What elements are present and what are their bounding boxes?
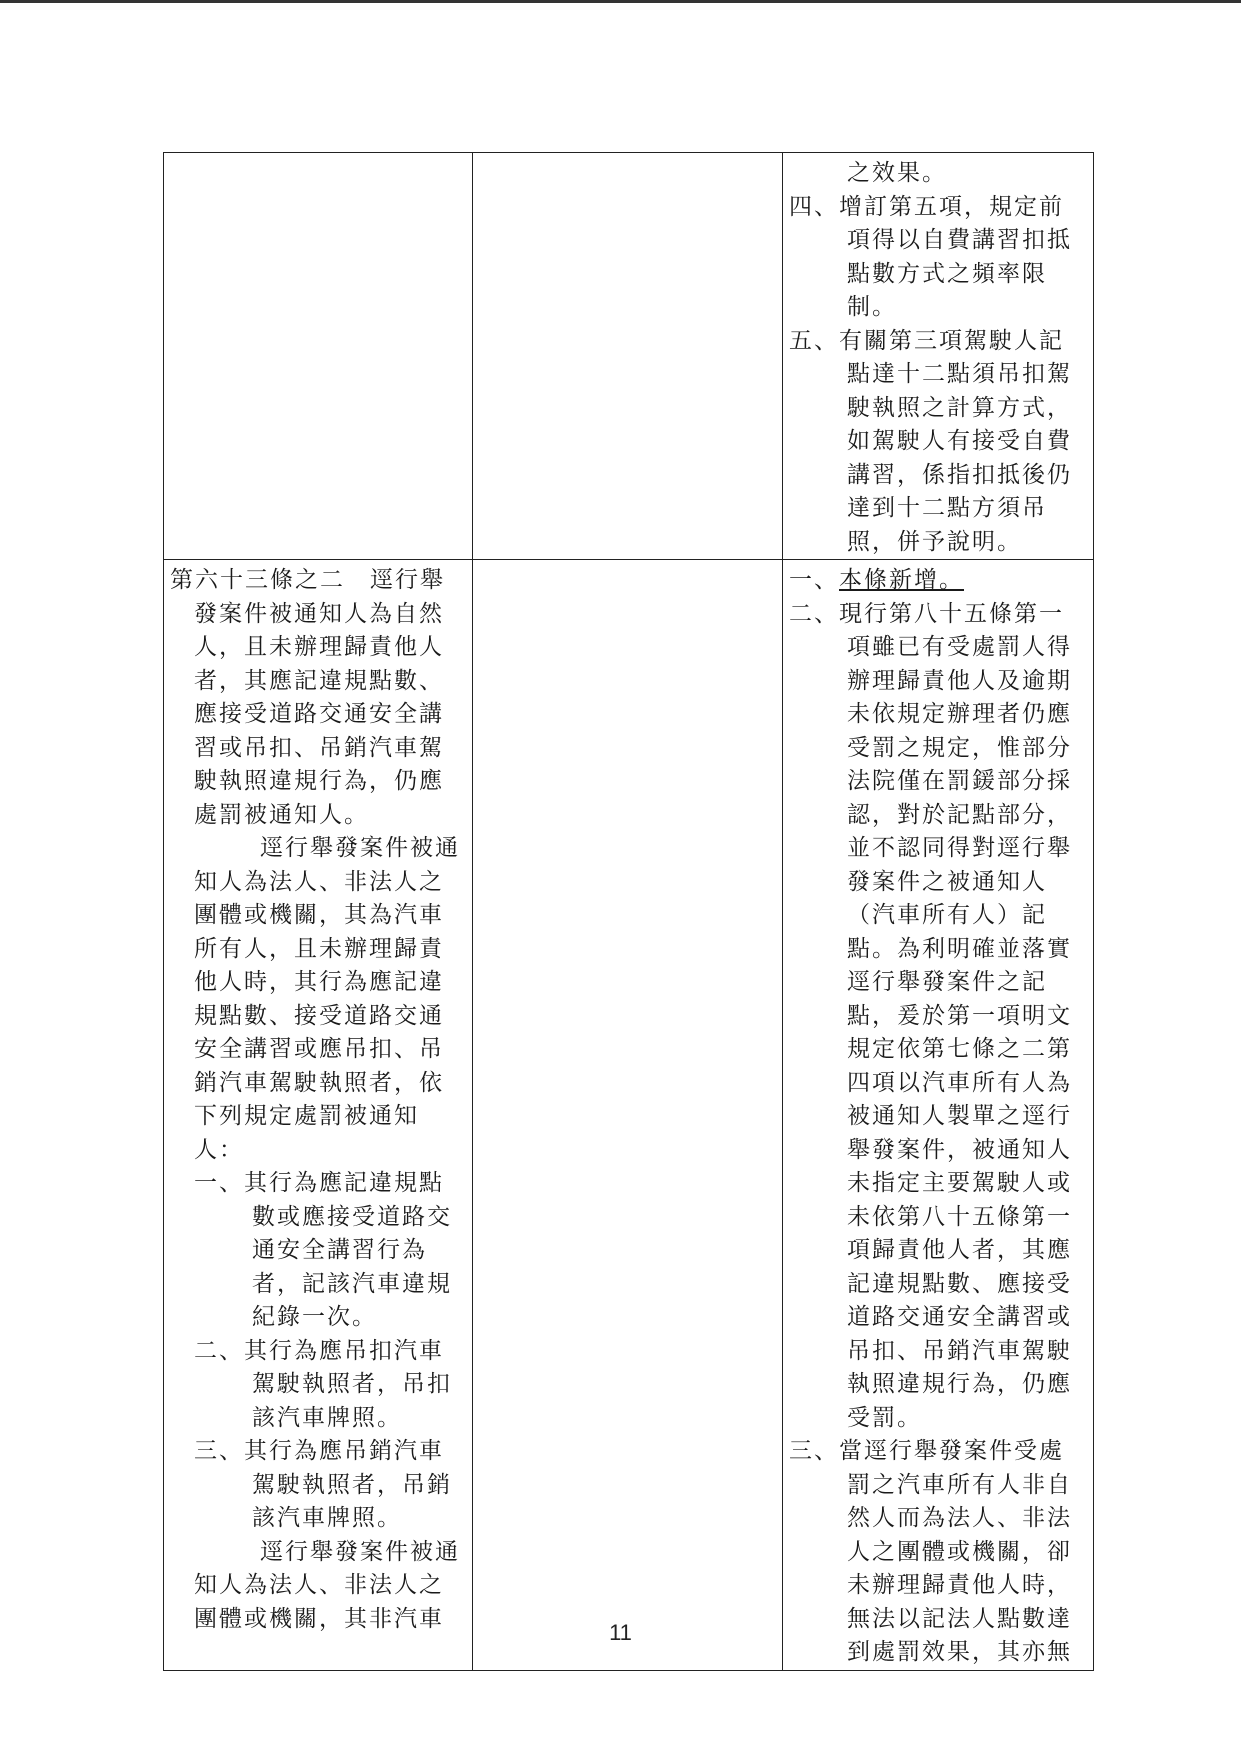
article-paragraph: 逕行舉發案件被通知人為法人、非法人之團體或機關，其非汽車: [194, 1538, 460, 1632]
explanation-item: 三、當逕行舉發案件受處罰之汽車所有人非自然人而為法人、非法人之團體或機關，卻未辦理歸責他人時，無法以記法人點數達到處罰效果，其亦無: [789, 1438, 1072, 1665]
explanation-item: 一、本條新增。: [789, 567, 964, 593]
article-title: 第六十三條之二 逕行舉: [170, 567, 445, 593]
top-border-line: [0, 0, 1241, 3]
table-row: [164, 153, 1094, 560]
page-number: 11: [609, 1620, 632, 1645]
amended-text-cell: [164, 153, 473, 560]
amended-text-cell: [164, 560, 473, 1671]
article-item: 三、其行為應吊銷汽車駕駛執照者，吊銷該汽車牌照。: [194, 1438, 452, 1531]
current-text-cell: [473, 153, 783, 560]
article-paragraph: 發案件被通知人為自然人，且未辦理歸責他人者，其應記違規點數、應接受道路交通安全講習或吊扣、吊銷汽車駕駛執照違規行為，仍應處罰被通知人。: [194, 600, 444, 828]
article-item: 一、其行為應記違規點數或應接受道路交通安全講習行為者，記該汽車違規紀錄一次。: [194, 1170, 452, 1330]
explanation-continuation: 之效果。: [847, 160, 947, 186]
explanation-item: 二、現行第八十五條第一項雖已有受處罰人得辦理歸責他人及逾期未依規定辦理者仍應受罰之規定，惟部分法院僅在罰鍰部分採認，對於記點部分，並不認同得對逕行舉發案件之被通知人（汽車所有人）記點。為利明確並落實逕行舉發案件之記點，爰於第一項明文規定依第七條之二第四項以汽車所有人為被通知人製單之逕行舉發案件，被通知人未指定主要駕駛人或未依第八十五條第一項歸責他人者，其應記違規點數、應接受道路交通安全講習或吊扣、吊銷汽車駕駛執照違規行為，仍應受罰。: [789, 600, 1072, 1431]
explanation-cell: [783, 560, 1094, 1671]
explanation-item: 五、有關第三項駕駛人記點達十二點須吊扣駕駛執照之計算方式，如駕駛人有接受自費講習，係指扣抵後仍達到十二點方須吊照，併予說明。: [789, 327, 1072, 555]
comparison-table: [163, 152, 1094, 1671]
current-text-cell: [473, 560, 783, 1671]
explanation-cell: [783, 153, 1094, 560]
article-paragraph: 逕行舉發案件被通知人為法人、非法人之團體或機關，其為汽車所有人，且未辦理歸責他人時，其行為應記違規點數、接受道路交通安全講習或應吊扣、吊銷汽車駕駛執照者，依下列規定處罰被通知人：: [194, 835, 460, 1163]
article-item: 二、其行為應吊扣汽車駕駛執照者，吊扣該汽車牌照。: [194, 1337, 452, 1431]
table-row: [164, 560, 1094, 1671]
explanation-item: 四、增訂第五項，規定前項得以自費講習扣抵點數方式之頻率限制。: [789, 193, 1072, 320]
